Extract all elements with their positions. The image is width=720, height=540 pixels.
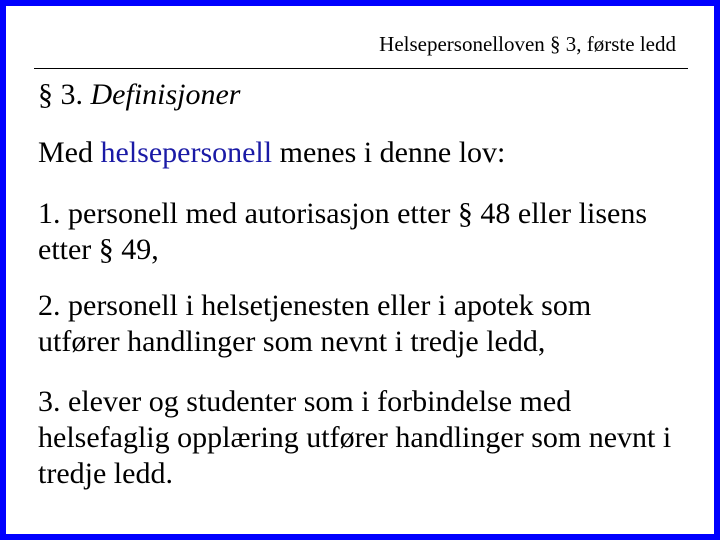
definition-item-1: 1. personell med autorisasjon etter § 48 eller lisens etter § 49, — [38, 197, 648, 266]
definition-item-2: 2. personell i helsetjenesten eller i apotek som utfører handlinger som nevnt i tredje ledd, — [38, 289, 592, 358]
definition-intro — [38, 136, 505, 170]
defined-term: helsepersonell — [100, 136, 273, 169]
intro-suffix: menes i denne lov: — [279, 136, 506, 169]
intro-prefix: Med — [38, 136, 93, 169]
divider-line — [34, 68, 688, 69]
section-number: § 3. — [38, 78, 83, 111]
definition-item-3: 3. elever og studenter som i forbindelse med helsefaglig opplæring utfører handlinger som nevnt i tredje ledd. — [38, 385, 672, 490]
law-reference: Helsepersonelloven § 3, første ledd — [379, 32, 676, 56]
section-heading — [38, 78, 241, 112]
section-title: Definisjoner — [90, 78, 241, 111]
